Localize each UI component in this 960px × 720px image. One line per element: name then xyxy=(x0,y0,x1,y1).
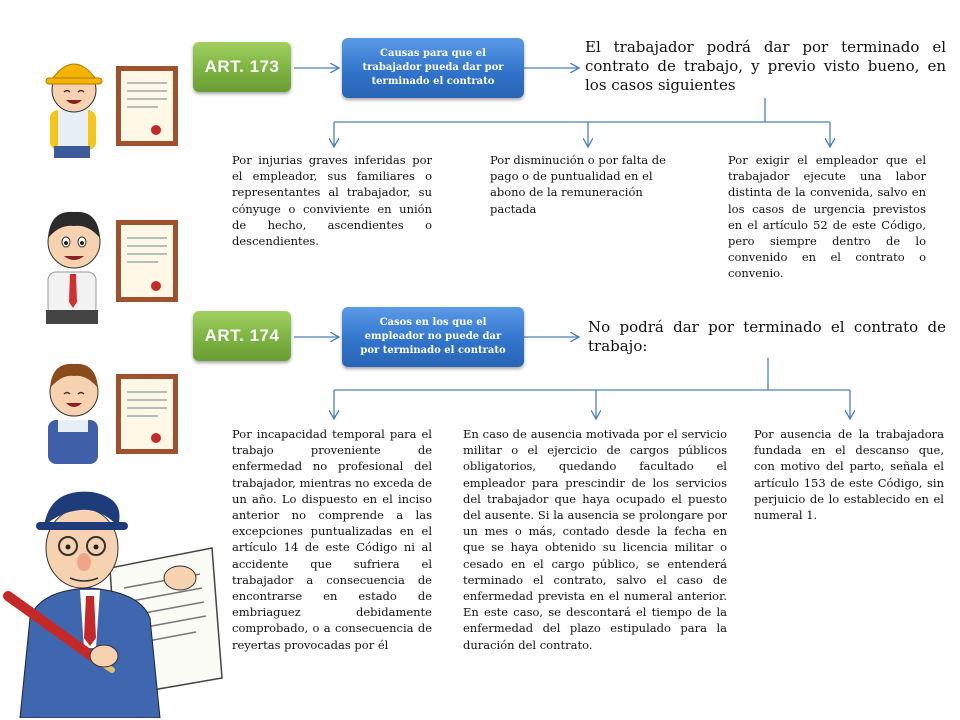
art-174-badge: ART. 174 xyxy=(193,311,291,361)
art-173-cause-1: Por injurias graves inferidas por el empleador, sus familiares o representantes al trabajador, su cónyuge o conviviente en unión de hecho, ascendientes o descendientes. xyxy=(232,153,432,249)
art-173-topic-box: Causas para que el trabajador pueda dar por terminado el contrato xyxy=(342,38,524,98)
art-174-case-2: En caso de ausencia motivada por el servicio militar o el ejercicio de cargos públicos obligatorios, quedando facultado el empleador para prescindir de los servicios del trabajador que haya ocupado el puesto del ausente. Si la ausencia se prolongare por un mes o más, contado desde la fecha en que se haya obtenido su licencia militar o cesado en el cargo público, se entenderá terminado el contrato, salvo el caso de enfermedad prevista en el numeral anterior. En este caso, se descontará el tiempo de la enfermedad del plazo estipulado para la duración del contrato. xyxy=(463,427,727,652)
art-174-case-1: Por incapacidad temporal para el trabajo proveniente de enfermedad no profesional del trabajador, mientras no exceda de un año. Lo dispuesto en el inciso anterior no comprende a las excepciones puntualizadas en el artículo 14 de este Código ni al accidente que sufriera el trabajador a consecuencia de encontrarse en estado de embriaguez debidamente comprobado, o a consecuencia de reyertas provocadas por él xyxy=(232,427,432,652)
art-173-badge: ART. 173 xyxy=(193,42,291,92)
worker-hardhat-icon xyxy=(28,38,188,158)
art-173-cause-3: Por exigir el empleador que el trabajador ejecute una labor distinta de la convenida, salvo en los casos de urgencia previstos en el artículo 52 de este Código, pero siempre dentro de lo convenido en el contrato o convenio. xyxy=(728,153,926,281)
employer-signing-icon xyxy=(0,478,230,718)
art-173-lead-text: El trabajador podrá dar por terminado el contrato de trabajo, y previo visto bueno, en los casos siguientes xyxy=(585,38,946,94)
worker-overalls-icon xyxy=(28,350,188,470)
worker-tie-icon xyxy=(28,198,188,328)
art-174-case-3: Por ausencia de la trabajadora fundada en el descanso que, con motivo del parto, señala el artículo 153 de este Código, sin perjuicio de lo establecido en el numeral 1. xyxy=(754,427,944,523)
art-174-topic-box: Casos en los que el empleador no puede dar por terminado el contrato xyxy=(342,307,524,367)
art-174-lead-text: No podrá dar por terminado el contrato de trabajo: xyxy=(588,318,946,355)
art-173-cause-2: Por disminución o por falta de pago o de puntualidad en el abono de la remuneración pactada xyxy=(490,153,666,216)
